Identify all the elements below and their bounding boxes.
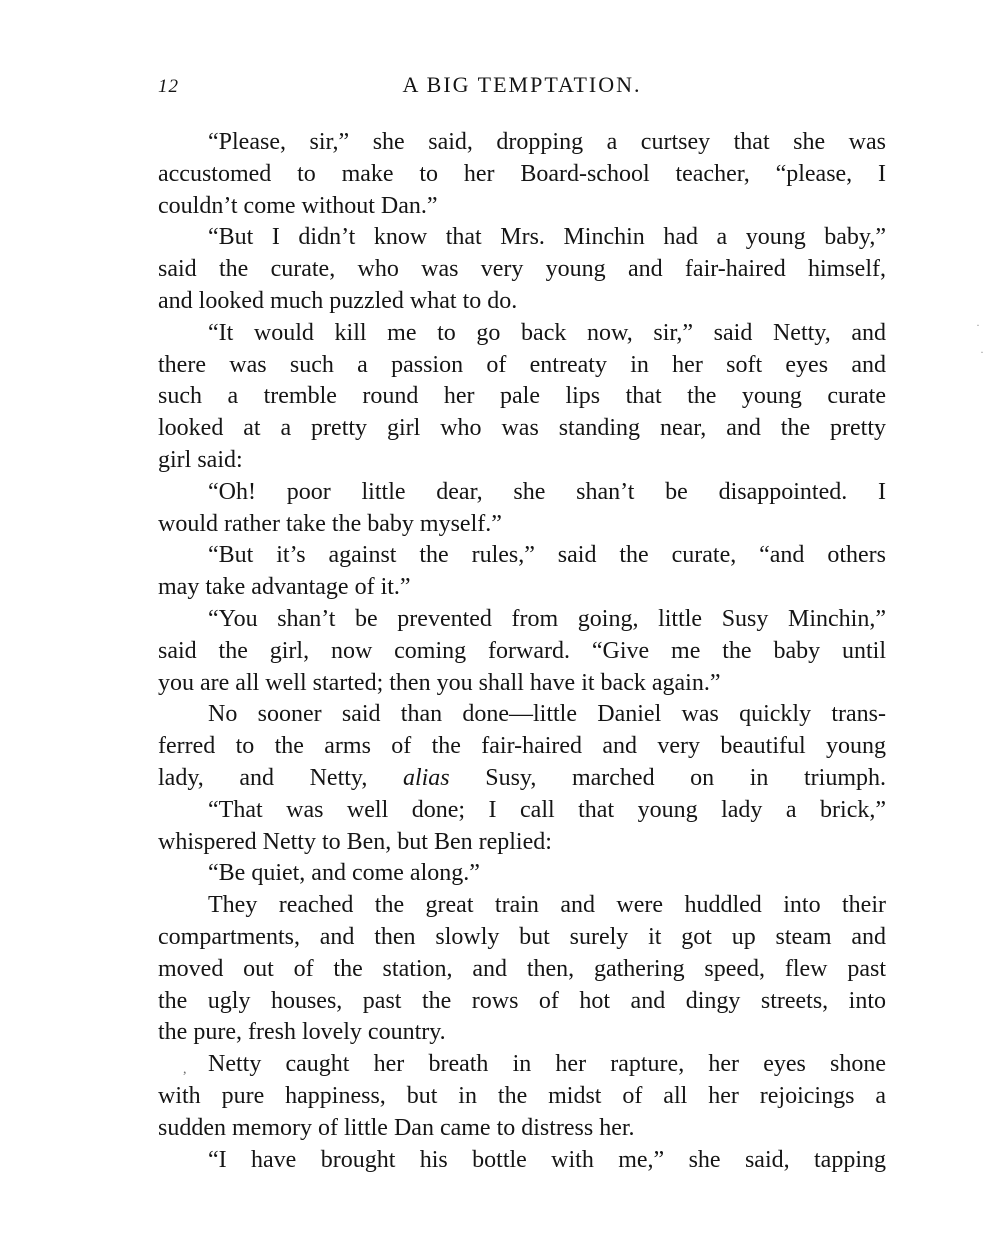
text-line: the ugly houses, past the rows of hot and dingy streets, into — [158, 987, 886, 1014]
paragraph — [158, 540, 886, 604]
text-line: ferred to the arms of the fair-haired and very beautiful young — [158, 733, 886, 760]
text-line: “Be quiet, and come along.” — [208, 860, 480, 887]
text-line: with pure happiness, but in the midst of all her rejoicings a — [158, 1082, 886, 1109]
text-run: Susy, marched on in triumph. — [449, 764, 886, 791]
text-line: “Oh! poor little dear, she shan’t be disappointed. I — [208, 478, 886, 505]
text-line: “You shan’t be prevented from going, little Susy Minchin,” — [208, 605, 886, 632]
text-line: said the girl, now coming forward. “Give me the baby until — [158, 637, 886, 664]
paragraph — [158, 795, 886, 859]
running-title: A BIG TEMPTATION. — [402, 72, 642, 97]
text-line: looked at a pretty girl who was standing near, and the pretty — [158, 415, 886, 442]
text-line: compartments, and then slowly but surely it got up steam and — [158, 923, 886, 950]
paragraph — [158, 477, 886, 541]
paragraph — [158, 890, 886, 1049]
text-line: “But I didn’t know that Mrs. Minchin had a young baby,” — [208, 224, 886, 251]
text-line: “It would kill me to go back now, sir,” said Netty, and — [208, 319, 886, 346]
page-number: 12 — [158, 76, 179, 97]
paragraph — [158, 858, 886, 890]
text-line: “Please, sir,” she said, dropping a curtsey that she was — [208, 129, 886, 155]
paragraph — [158, 1145, 886, 1177]
body-text — [158, 127, 886, 1176]
text-line: “I have brought his bottle with me,” she said, tapping — [208, 1146, 886, 1173]
text-line: whispered Netty to Ben, but Ben replied: — [158, 828, 552, 855]
text-line: would rather take the baby myself.” — [158, 510, 502, 537]
paragraph — [158, 318, 886, 477]
scan-speck: · — [980, 345, 984, 359]
paragraph — [158, 699, 886, 794]
running-head — [158, 72, 886, 104]
scan-speck: · — [976, 318, 980, 332]
text-run: lady, and Netty, — [158, 764, 403, 791]
paragraph — [158, 127, 886, 222]
text-line: “But it’s against the rules,” said the curate, “and others — [208, 542, 886, 569]
text-line: you are all well started; then you shall have it back again.” — [158, 669, 721, 696]
text-line: accustomed to make to her Board-school teacher, “please, I — [158, 160, 886, 187]
paragraph — [158, 222, 886, 317]
text-line: moved out of the station, and then, gathering speed, flew past — [158, 955, 886, 982]
text-line-with-italic — [158, 763, 886, 795]
paragraph — [158, 1049, 886, 1144]
italic-word: alias — [402, 764, 450, 791]
text-line: They reached the great train and were huddled into their — [208, 892, 886, 919]
scan-speck: , — [183, 1062, 187, 1077]
text-line: couldn’t come without Dan.” — [158, 192, 438, 219]
text-line: said the curate, who was very young and fair-haired himself, — [158, 256, 886, 283]
text-line: girl said: — [158, 446, 243, 473]
text-line: may take advantage of it.” — [158, 574, 411, 601]
text-line: the pure, fresh lovely country. — [158, 1019, 446, 1046]
text-line: No sooner said than done—little Daniel was quickly trans- — [208, 701, 886, 728]
paragraph — [158, 604, 886, 699]
text-line: such a tremble round her pale lips that the young curate — [158, 383, 886, 410]
text-line: sudden memory of little Dan came to distress her. — [158, 1114, 635, 1141]
text-line: and looked much puzzled what to do. — [158, 287, 518, 314]
text-line: there was such a passion of entreaty in her soft eyes and — [158, 351, 886, 378]
text-line: “That was well done; I call that young lady a brick,” — [208, 796, 886, 823]
text-line: Netty caught her breath in her rapture, her eyes shone — [208, 1051, 886, 1078]
